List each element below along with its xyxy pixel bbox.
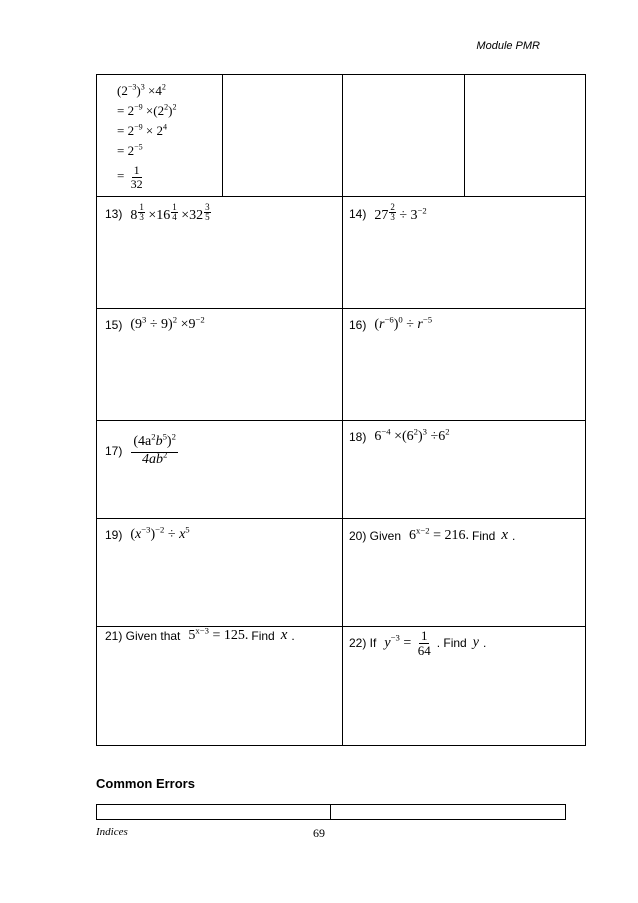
- worked-line-2: = $2^{-9} \times(2^2)^2$: [117, 102, 177, 118]
- common-errors-heading: Common Errors: [96, 776, 195, 791]
- header-title: Module PMR: [476, 40, 540, 52]
- worked-line-3: = $2^{-9} \times 2^4$: [117, 122, 168, 138]
- column-divider: [330, 805, 331, 819]
- worked-example-table: [96, 74, 586, 196]
- question-20: 20) Given $6^{x-2} = 216$. Find x .: [349, 524, 516, 543]
- question-13: 13) 8 $\frac{1}{3}$ ×16 $\frac{1}{4}$ ×32 $\frac{3}{5}$: [105, 202, 210, 223]
- fraction: $\frac{(4a^2b^5)^2}{4ab^2}$: [133, 431, 176, 467]
- fraction: $\frac{1}{64}$: [417, 628, 431, 658]
- question-18: 18) $6^{-4} \times(6^2)^3 \div 6^2$: [349, 426, 450, 444]
- worked-line-5: = $\frac{1}{32}$: [117, 162, 143, 191]
- column-divider: [222, 75, 223, 196]
- common-errors-table: [96, 804, 566, 820]
- worked-line-4: = $2^{-5}$: [117, 142, 143, 158]
- footer-chapter: Indices: [96, 826, 128, 838]
- question-19: 19) $(x^{-3})^{-2} \div x^5$: [105, 524, 190, 542]
- question-21-cell: [97, 624, 343, 745]
- question-14: 14) 27 $\frac{2}{3}$ ÷ $3^{-2}$: [349, 202, 427, 223]
- question-row: [97, 309, 585, 421]
- question-17: 17) $\frac{(4a^2b^5)^2}{4ab^2}$: [105, 431, 176, 467]
- page-number: 69: [313, 826, 325, 840]
- question-14-cell: [343, 197, 585, 308]
- questions-grid: [96, 196, 586, 746]
- question-row: [97, 624, 585, 745]
- question-19-cell: [97, 519, 343, 626]
- question-13-cell: [97, 197, 343, 308]
- question-16-cell: [343, 309, 585, 420]
- question-20-cell: [343, 519, 585, 626]
- question-15: 15) $(9^3 \div 9)^2 \times 9^{-2}$: [105, 314, 205, 332]
- column-divider: [342, 75, 343, 196]
- question-22: 22) If $y^{-3}$ = $\frac{1}{64}$ . Find y .: [349, 628, 487, 658]
- question-17-cell: [97, 421, 343, 518]
- question-22-cell: [343, 627, 585, 745]
- question-18-cell: [343, 421, 585, 518]
- question-row: [97, 421, 585, 519]
- worked-example: [117, 81, 177, 191]
- question-21: 21) Given that $5^{x-3} = 125$. Find x .: [105, 624, 295, 643]
- question-16: 16) $(r^{-6})^0 \div r^{-5}$: [349, 314, 433, 332]
- question-15-cell: [97, 309, 343, 420]
- column-divider: [464, 75, 465, 196]
- fraction: $\frac{1}{32}$: [130, 162, 143, 191]
- worked-line-1: $(2^{-3})^3 \times 4^2$: [117, 82, 166, 98]
- question-row: [97, 519, 585, 627]
- question-row: [97, 197, 585, 309]
